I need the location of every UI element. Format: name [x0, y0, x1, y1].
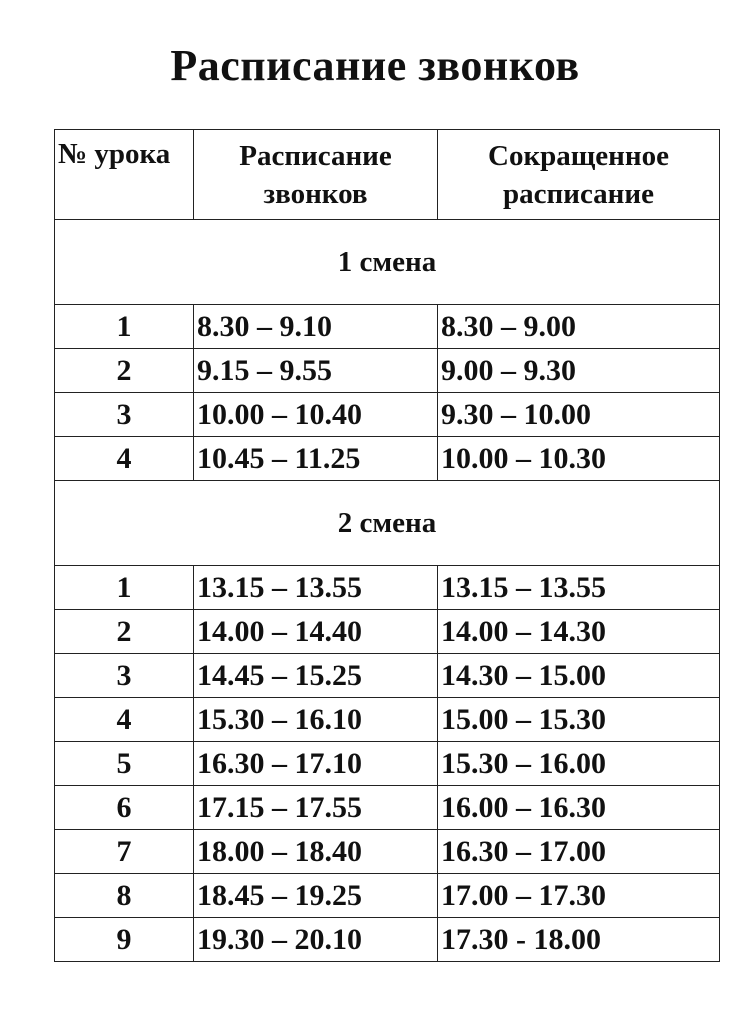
lesson-number: 1 [55, 305, 194, 349]
table-row [55, 654, 720, 698]
lesson-number: 7 [55, 830, 194, 874]
short-time: 10.00 – 10.30 [438, 437, 720, 481]
short-time: 14.30 – 15.00 [438, 654, 720, 698]
shift-2-label: 2 смена [55, 481, 720, 566]
normal-time: 17.15 – 17.55 [194, 786, 438, 830]
table-row [55, 610, 720, 654]
lesson-number: 2 [55, 349, 194, 393]
short-time: 16.00 – 16.30 [438, 786, 720, 830]
lesson-number: 2 [55, 610, 194, 654]
normal-time: 14.00 – 14.40 [194, 610, 438, 654]
lesson-number: 3 [55, 654, 194, 698]
table-row [55, 566, 720, 610]
header-short-schedule [438, 130, 720, 220]
bell-schedule-table [54, 129, 720, 962]
lesson-number: 5 [55, 742, 194, 786]
shift-1-label: 1 смена [55, 220, 720, 305]
lesson-number: 4 [55, 698, 194, 742]
header-schedule-line1: Расписание [239, 139, 392, 172]
table-row [55, 874, 720, 918]
page-title: Расписание звонков [170, 41, 580, 90]
normal-time: 13.15 – 13.55 [194, 566, 438, 610]
short-time: 15.00 – 15.30 [438, 698, 720, 742]
table-row [55, 305, 720, 349]
short-time: 17.30 - 18.00 [438, 918, 720, 962]
short-time: 14.00 – 14.30 [438, 610, 720, 654]
normal-time: 8.30 – 9.10 [194, 305, 438, 349]
lesson-number: 8 [55, 874, 194, 918]
table-row [55, 918, 720, 962]
normal-time: 18.00 – 18.40 [194, 830, 438, 874]
shift-1-row [55, 220, 720, 305]
short-time: 15.30 – 16.00 [438, 742, 720, 786]
lesson-number: 1 [55, 566, 194, 610]
lesson-number: 6 [55, 786, 194, 830]
normal-time: 10.00 – 10.40 [194, 393, 438, 437]
short-time: 16.30 – 17.00 [438, 830, 720, 874]
table-row [55, 742, 720, 786]
table-row [55, 393, 720, 437]
short-time: 9.00 – 9.30 [438, 349, 720, 393]
header-short-line2: расписание [503, 177, 654, 210]
header-lesson-number: № урока [55, 130, 194, 220]
normal-time: 9.15 – 9.55 [194, 349, 438, 393]
normal-time: 15.30 – 16.10 [194, 698, 438, 742]
short-time: 17.00 – 17.30 [438, 874, 720, 918]
shift-2-row [55, 481, 720, 566]
lesson-number: 3 [55, 393, 194, 437]
normal-time: 16.30 – 17.10 [194, 742, 438, 786]
normal-time: 18.45 – 19.25 [194, 874, 438, 918]
normal-time: 10.45 – 11.25 [194, 437, 438, 481]
lesson-number: 9 [55, 918, 194, 962]
header-schedule [194, 130, 438, 220]
table-row [55, 786, 720, 830]
normal-time: 19.30 – 20.10 [194, 918, 438, 962]
short-time: 9.30 – 10.00 [438, 393, 720, 437]
short-time: 13.15 – 13.55 [438, 566, 720, 610]
normal-time: 14.45 – 15.25 [194, 654, 438, 698]
table-header-row [55, 130, 720, 220]
header-schedule-line2: звонков [263, 177, 368, 210]
table-row [55, 349, 720, 393]
table-row [55, 698, 720, 742]
header-short-line1: Сокращенное [488, 139, 669, 172]
lesson-number: 4 [55, 437, 194, 481]
table-row [55, 437, 720, 481]
table-row [55, 830, 720, 874]
short-time: 8.30 – 9.00 [438, 305, 720, 349]
